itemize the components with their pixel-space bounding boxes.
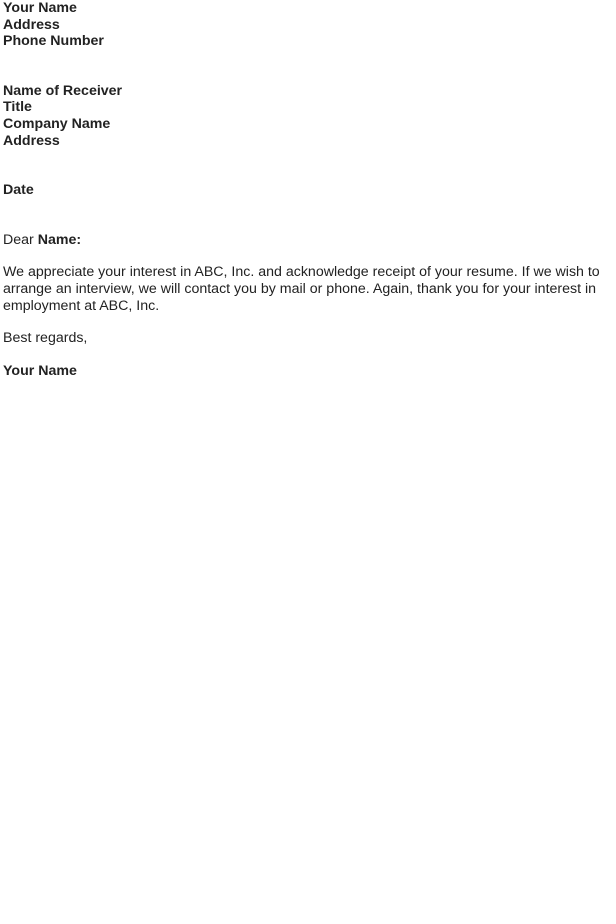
salutation-greeting: Dear — [3, 231, 34, 248]
sender-phone: Phone Number — [3, 33, 104, 50]
closing-text: Best regards, — [3, 330, 88, 347]
receiver-title: Title — [3, 99, 32, 116]
letter-date: Date — [3, 182, 34, 199]
closing — [3, 330, 613, 347]
signature-block — [3, 363, 613, 380]
date-block — [3, 182, 613, 199]
receiver-name: Name of Receiver — [3, 82, 123, 99]
signature-name: Your Name — [3, 362, 77, 379]
sender-address: Address — [3, 16, 60, 33]
letter-document — [3, 0, 613, 379]
sender-name: Your Name — [3, 0, 77, 16]
receiver-company: Company Name — [3, 115, 111, 132]
salutation — [3, 232, 613, 249]
body-line: arrange an interview, we will contact you by mail or phone. Again, thank you for your interest in — [3, 280, 597, 297]
sender-block — [3, 0, 613, 50]
salutation-name: Name: — [37, 231, 82, 248]
body-line: We appreciate your interest in ABC, Inc. and acknowledge receipt of your resume. If we wish to — [3, 264, 600, 281]
body-line: employment at ABC, Inc. — [3, 297, 160, 314]
receiver-address: Address — [3, 132, 60, 149]
body-paragraph — [3, 264, 613, 314]
receiver-block — [3, 83, 613, 149]
